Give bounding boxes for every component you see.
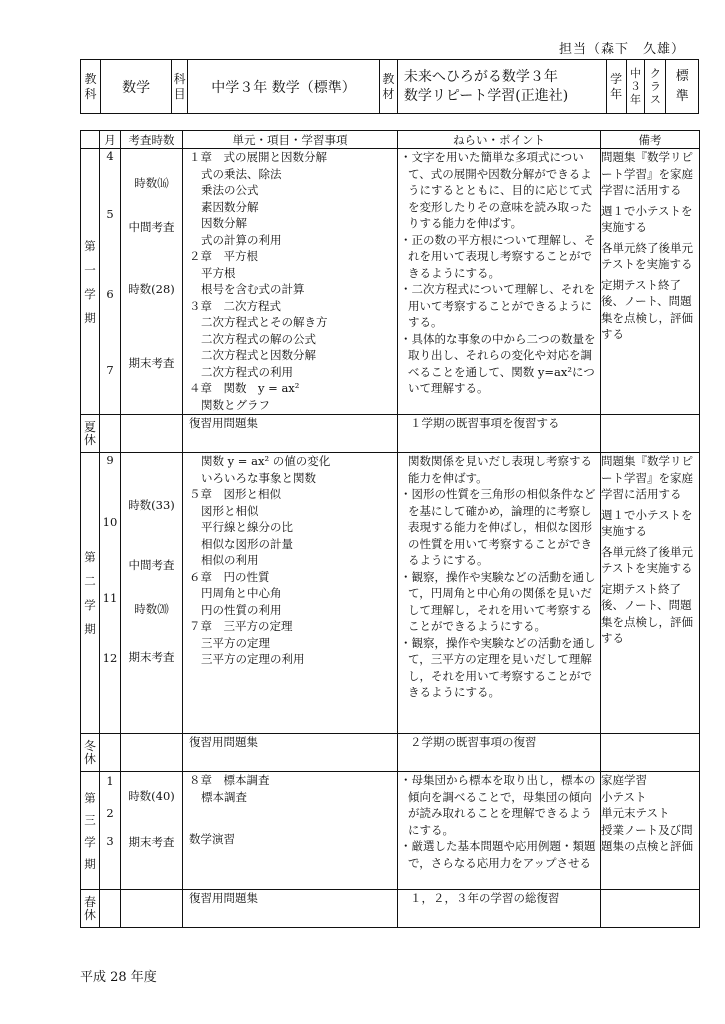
subject-value: 数学 [100, 60, 171, 114]
unit-item: 数学演習 [189, 832, 235, 846]
unit-item: 二次方程式の利用 [201, 364, 293, 379]
term1-notes [601, 149, 700, 415]
term3-label: 第 三 学 期 [81, 772, 100, 890]
class-label: ク ラ ス [645, 60, 666, 114]
unit-item: 標本調査 [201, 789, 247, 804]
column-term [81, 131, 100, 149]
hours-count: 時数(28) [128, 282, 175, 296]
winter-label: 冬 休 [81, 734, 100, 772]
chapter-title: ４章 関数 y = ax² [189, 381, 300, 395]
empty-cell [100, 415, 121, 453]
unit-item: いろいろな事象と関数 [201, 470, 316, 485]
column-units: 単元・項目・学習事項 [183, 131, 398, 149]
spring-row [81, 890, 700, 928]
aim-item: ・観察，操作や実験などの活動を通して，三平方の定理を見いだして理解し，それを用いて考察することができるようにする。 [400, 635, 596, 699]
empty-cell [601, 415, 700, 453]
unit-item: 図形と相似 [201, 503, 259, 518]
final-exam: 期末考査 [128, 650, 175, 664]
note-item: 小テスト [601, 789, 647, 804]
month: 11 [102, 591, 118, 605]
note-item: 各単元終了後単元テストを実施する [601, 544, 693, 575]
unit-item: 円周角と中心角 [201, 586, 282, 600]
unit-item: 円の性質の利用 [201, 602, 282, 617]
term3-evals [121, 772, 183, 890]
unit-item: 二次方程式とその解き方 [201, 315, 328, 329]
spring-label: 春 休 [81, 890, 100, 928]
aim-item: ・文字を用いた簡単な多項式について、式の展開や因数分解ができるようにするとともに、目的に応じて式を変形したりその意味を読み取ったりする能力を伸ばす。 [400, 150, 592, 230]
aim-item: 関数関係を見いだし表現し考察する能力を伸ばす。 [408, 454, 592, 485]
term2-aims [398, 453, 601, 734]
aim-item: ・厳選した基本問題や応用例題・類題で，さらなる応用力をアップさせる [400, 839, 596, 870]
empty-cell [121, 415, 183, 453]
spring-aim: １，２，３年の学習の総復習 [398, 890, 601, 928]
unit-item: 二次方程式の解の公式 [201, 331, 316, 346]
final-exam: 期末考査 [128, 356, 175, 370]
unit-item: 根号を含む式の計算 [201, 282, 305, 296]
term3-months [100, 772, 121, 890]
summer-label: 夏 休 [81, 415, 100, 453]
column-header-row [81, 131, 700, 149]
aim-item: ・母集団から標本を取り出し，標本の傾向を調べることで，母集団の傾向が読み取れることを理解できるようにする。 [400, 773, 596, 837]
unit-item: 三平方の定理の利用 [201, 652, 305, 666]
chapter-title: １章 式の展開と因数分解 [189, 150, 327, 164]
chapter-title: ３章 二次方程式 [189, 298, 281, 313]
term3-aims [398, 772, 601, 890]
winter-row [81, 734, 700, 772]
term1-aims [398, 149, 601, 415]
month: 7 [106, 363, 114, 377]
term1-evals [121, 149, 183, 415]
unit-item: 三平方の定理 [201, 635, 270, 650]
term2-months [100, 453, 121, 734]
hours-count: 時数⒃ [134, 176, 169, 190]
subject-label: 教 科 [81, 60, 101, 114]
final-exam: 期末考査 [128, 835, 175, 849]
winter-unit: 復習用問題集 [183, 734, 398, 772]
hours-count: 時数(33) [128, 498, 175, 512]
term3-notes [601, 772, 700, 890]
header-table [80, 59, 699, 114]
empty-cell [100, 890, 121, 928]
term2-label: 第 二 学 期 [81, 453, 100, 734]
term1-row [81, 149, 700, 415]
term2-evals [121, 453, 183, 734]
note-item: 単元末テスト [601, 806, 670, 820]
term2-units [183, 453, 398, 734]
course-label: 科 目 [172, 60, 188, 114]
note-item: 問題集『数学リピート学習』を家庭学習に活用する [601, 150, 693, 197]
empty-cell [601, 890, 700, 928]
chapter-title: ７章 三平方の定理 [189, 619, 293, 633]
column-aims: ねらい・ポイント [398, 131, 601, 149]
teacher-name: 担当（森下 久雄） [558, 42, 685, 57]
summer-unit: 復習用問題集 [183, 415, 398, 453]
month: 12 [102, 651, 118, 665]
term3-units [183, 772, 398, 890]
column-month: 月 [100, 131, 121, 149]
aim-item: ・正の数の平方根について理解し、それを用いて表現し考察することができるようにする。 [400, 232, 596, 280]
hours-count: 時数⒇ [134, 602, 169, 616]
fiscal-year: 平成 28 年度 [80, 970, 157, 985]
month: 2 [106, 806, 114, 820]
unit-item: 平方根 [201, 265, 236, 280]
hours-count: 時数(40) [128, 789, 175, 803]
unit-item: 素因数分解 [201, 199, 259, 214]
grade-label: 学 年 [606, 60, 626, 114]
aim-item: ・具体的な事象の中から二つの数量を取り出し、それらの変化や対応を調べることを通して、関数 y=ax²について理解する。 [400, 331, 596, 395]
spring-unit: 復習用問題集 [183, 890, 398, 928]
material-value: 未来へひろがる数学３年 数学リピート学習(正進社) [397, 60, 606, 114]
column-hours: 考査時数 [121, 131, 183, 149]
unit-item: 相似の利用 [201, 553, 259, 567]
midterm-exam: 中間考査 [128, 220, 175, 234]
column-notes: 備考 [601, 131, 700, 149]
month: 9 [106, 453, 114, 467]
term3-row [81, 772, 700, 890]
unit-item: 因数分解 [201, 216, 247, 230]
aim-item: ・観察，操作や実験などの活動を通して，円周角と中心角の関係を見いだして理解し，それを用いて考察することができるようにする。 [400, 569, 596, 633]
chapter-title: ６章 円の性質 [189, 569, 270, 584]
unit-item: 式の乗法、除法 [201, 166, 282, 181]
month: 4 [106, 149, 114, 163]
term1-units [183, 149, 398, 415]
note-item: 問題集『数学リピート学習』を家庭学習に活用する [601, 454, 693, 501]
empty-cell [100, 734, 121, 772]
note-item: 授業ノート及び問題集の点検と評価 [601, 822, 693, 853]
grade-value: 中 ３ 年 [626, 60, 645, 114]
month: 10 [102, 515, 118, 529]
empty-cell [121, 890, 183, 928]
aim-item: ・二次方程式について理解し、それを用いて考察することができるようにする。 [400, 282, 596, 329]
chapter-title: ２章 平方根 [189, 249, 258, 263]
midterm-exam: 中間考査 [128, 558, 175, 572]
material-label: 教 材 [380, 60, 398, 114]
unit-item: 関数 y = ax² の値の変化 [201, 454, 331, 468]
note-item: 定期テスト終了後、ノート、問題集を点検し，評価する [601, 277, 693, 341]
unit-item: 相似な図形の計量 [201, 536, 293, 551]
winter-aim: ２学期の既習事項の復習 [398, 734, 601, 772]
summer-aim: １学期の既習事項を復習する [398, 415, 601, 453]
term1-months [100, 149, 121, 415]
note-item: 定期テスト終了後、ノート、問題集を点検し，評価する [601, 581, 693, 645]
class-value: 標 準 [666, 60, 699, 114]
month: 6 [106, 287, 114, 301]
month: 3 [106, 834, 114, 848]
unit-item: 関数とグラフ [201, 397, 270, 412]
unit-item: 平行線と線分の比 [201, 520, 293, 534]
note-item: 家庭学習 [601, 773, 647, 787]
chapter-title: ５章 図形と相似 [189, 487, 281, 501]
empty-cell [601, 734, 700, 772]
month: 5 [106, 207, 114, 221]
chapter-title: ８章 標本調査 [189, 773, 270, 787]
note-item: 週１で小テストを実施する [601, 507, 693, 538]
term2-notes [601, 453, 700, 734]
note-item: 各単元終了後単元テストを実施する [601, 240, 693, 271]
term1-label: 第 一 学 期 [81, 149, 100, 415]
unit-item: 式の計算の利用 [201, 232, 282, 247]
note-item: 週１で小テストを実施する [601, 203, 693, 234]
empty-cell [121, 734, 183, 772]
month: 1 [106, 774, 114, 788]
unit-item: 乗法の公式 [201, 183, 259, 197]
aim-item: ・図形の性質を三角形の相似条件などを基にして確かめ，論理的に考察し表現する能力を伸ばし，相似な図形の性質を用いて考察することができるようにする。 [400, 487, 596, 567]
term2-row [81, 453, 700, 734]
summer-row [81, 415, 700, 453]
curriculum-table [80, 130, 700, 928]
course-value: 中学３年 数学（標準） [188, 60, 380, 114]
unit-item: 二次方程式と因数分解 [201, 348, 316, 362]
